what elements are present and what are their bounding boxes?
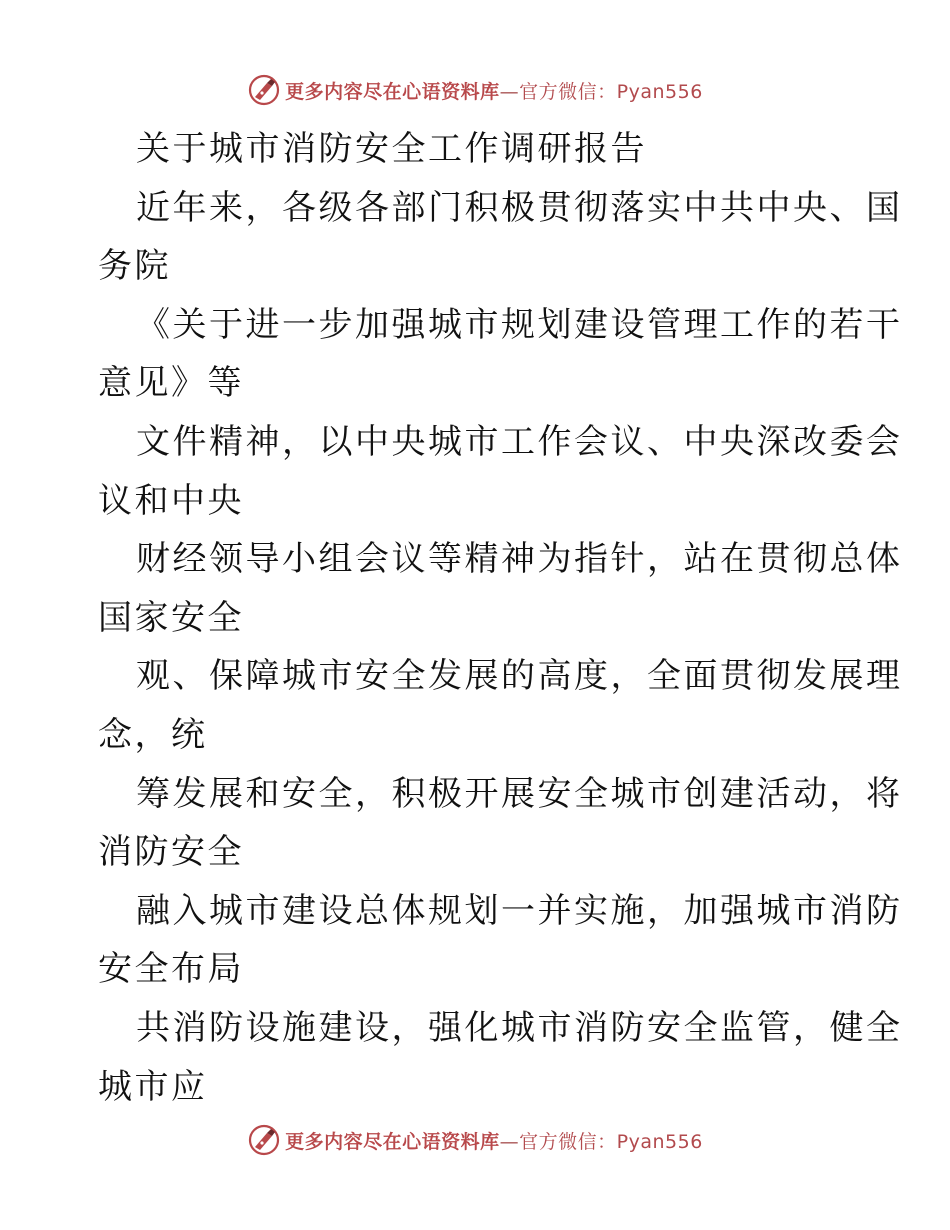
pen-nib-logo-icon: [247, 1123, 281, 1157]
paragraph-line: 议和中央: [98, 480, 244, 521]
footer-banner: [0, 1120, 950, 1160]
paragraph-line: 念，统: [98, 714, 208, 755]
paragraph-line: 务院: [98, 246, 171, 287]
banner-text: [285, 1127, 703, 1154]
banner-dash: —: [499, 1130, 520, 1153]
paragraph-line: 文件精神，以中央城市工作会议、中央深改委会: [136, 421, 903, 462]
banner-main-text: 更多内容尽在心语资料库: [285, 1130, 500, 1153]
paragraph-line: 城市应: [98, 1066, 208, 1107]
banner-wechat-text: 官方微信：Pyan556: [519, 1130, 703, 1153]
paragraph-line: 国家安全: [98, 597, 244, 638]
banner-wechat-text: 官方微信：Pyan556: [519, 80, 703, 103]
banner-text: [285, 77, 703, 104]
paragraph-line: 安全布局: [98, 949, 244, 990]
document-body: [98, 120, 903, 1116]
paragraph-line: 消防安全: [98, 832, 244, 873]
pen-nib-logo-icon: [247, 73, 281, 107]
paragraph-line: 财经领导小组会议等精神为指针，站在贯彻总体: [136, 539, 903, 580]
paragraph-line: 《关于进一步加强城市规划建设管理工作的若干: [136, 304, 903, 345]
paragraph-line: 近年来，各级各部门积极贯彻落实中共中央、国: [136, 187, 903, 228]
banner-main-text: 更多内容尽在心语资料库: [285, 80, 500, 103]
paragraph-line: 筹发展和安全，积极开展安全城市创建活动，将: [136, 773, 903, 814]
header-banner: [0, 70, 950, 110]
paragraph-line: 观、保障城市安全发展的高度，全面贯彻发展理: [136, 656, 903, 697]
paragraph-line: 融入城市建设总体规划一并实施，加强城市消防: [136, 890, 903, 931]
paragraph-line: 意见》等: [98, 363, 244, 404]
paragraph-line: 共消防设施建设，强化城市消防安全监管，健全: [136, 1007, 903, 1048]
document-title: 关于城市消防安全工作调研报告: [136, 129, 647, 169]
banner-dash: —: [499, 80, 520, 103]
